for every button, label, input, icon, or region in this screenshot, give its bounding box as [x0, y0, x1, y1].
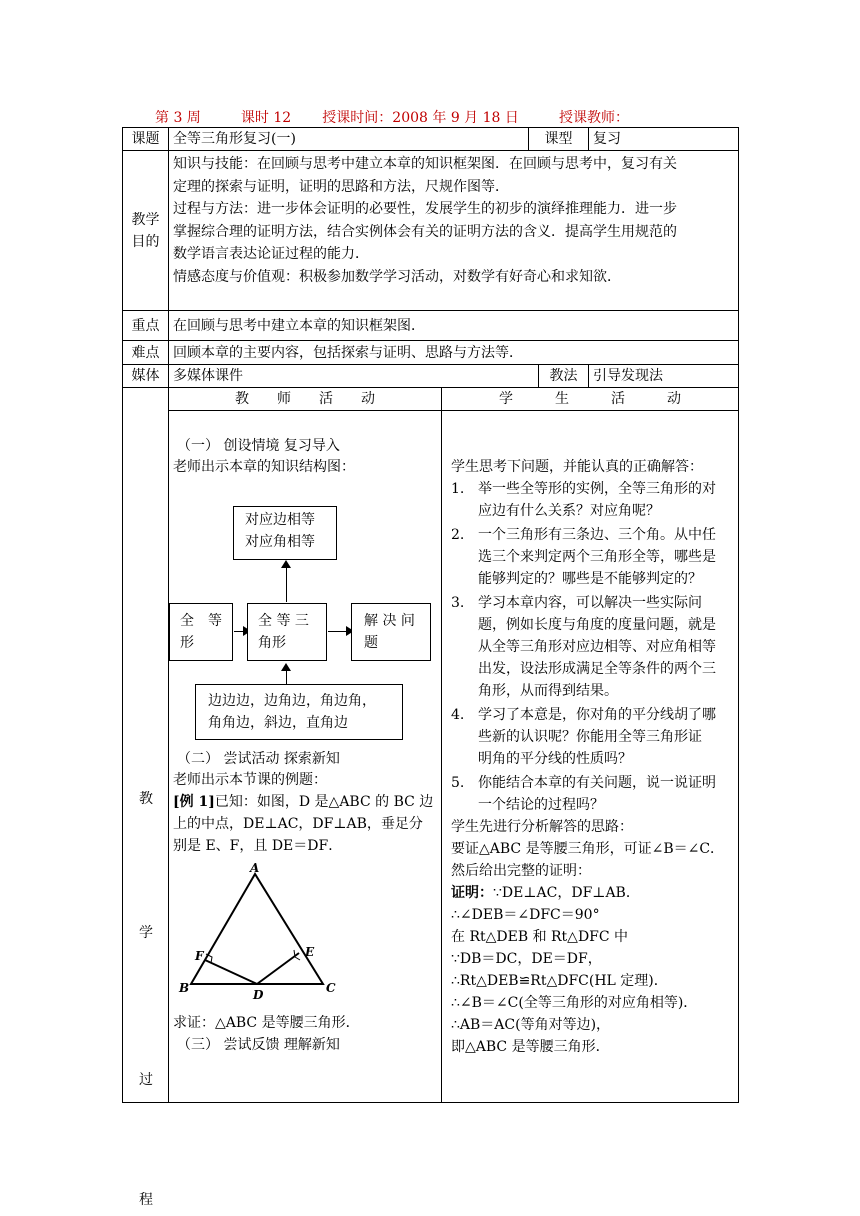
prove-statement: 求证：△ABC 是等腰三角形． [173, 1015, 360, 1031]
question-line: 举一些全等形的实例，全等三角形的对 [478, 481, 716, 497]
process-label-char: 过 [139, 1072, 153, 1088]
proof-line: 即△ABC 是等腰三角形． [451, 1039, 610, 1055]
segment-de [257, 953, 299, 984]
arrow-up-line [286, 670, 287, 684]
proof-line: 在 Rt△DEB 和 Rt△DFC 中 [451, 929, 629, 945]
difficulty-value: 回顾本章的主要内容，包括探索与证明、思路与方法等． [169, 341, 739, 365]
question-line: 学习本章内容，可以解决一些实际问 [478, 595, 702, 611]
example-text: 已知：如图，D 是△ABC 的 BC 边 [214, 794, 434, 810]
lesson-plan-table [122, 127, 739, 1208]
question-line: 出发，设法形成满足全等条件的两个三 [478, 661, 716, 677]
question-line: 一个结论的过程吗？ [478, 797, 604, 813]
heading-divider [169, 410, 738, 411]
proof-line: ∴Rt△DEB≌Rt△DFC(HL 定理)． [451, 973, 668, 989]
section-1-title: （一） 创设情境 复习导入 [177, 438, 340, 454]
diagram-box-congruent-triangles [247, 603, 327, 661]
question-number: 3. [451, 595, 465, 611]
diagram-text: 角形 [258, 635, 286, 651]
goal-line: 知识与技能：在回顾与思考中建立本章的知识框架图．在回顾与思考中，复习有关 [173, 156, 677, 172]
section-2-title: （二） 尝试活动 探索新知 [177, 751, 340, 767]
goal-line: 定理的探索与证明，证明的思路和方法，尺规作图等． [173, 178, 509, 195]
method-label: 教法 [539, 365, 589, 388]
teacher-activity-heading: 教 师 活 动 [235, 391, 375, 407]
question-line: 些新的认识呢？你能用全等三角形证 [478, 729, 702, 745]
diagram-box-correspondence [233, 506, 337, 560]
example-tag: [例 1] [173, 794, 215, 810]
difficulty-label: 难点 [123, 341, 169, 365]
analysis-line: 学生先进行分析解答的思路： [451, 819, 633, 835]
point-d-label: D [253, 988, 264, 1002]
diagram-text: 角角边，斜边，直角边 [208, 715, 348, 731]
triangle-figure [169, 862, 369, 1002]
question-line: 从全等三角形对应边相等、对应角相等 [478, 639, 716, 655]
student-intro: 学生思考下问题，并能认真的正确解答： [451, 459, 703, 475]
diagram-box-criteria [195, 684, 403, 740]
key-label: 重点 [123, 311, 169, 341]
question-line: 应边有什么关系？对应角呢？ [478, 503, 660, 519]
triangle-abc [191, 874, 323, 984]
diagram-text: 全 等 三 [258, 613, 309, 629]
question-number: 1. [451, 481, 465, 497]
process-label [123, 388, 169, 1208]
process-label-char: 程 [139, 1192, 153, 1208]
example-line-1 [173, 791, 433, 813]
proof-line: ∵DB＝DC，DE＝DF， [451, 951, 602, 967]
point-f-label: F [195, 949, 204, 963]
goal-line: 掌握综合理的证明方法，结合实例体会有关的证明方法的含义．提高学生用规范的 [173, 223, 677, 240]
diagram-text: 题 [364, 635, 378, 651]
question-line: 明角的平分线的性质吗？ [478, 751, 632, 767]
diagram-text: 对应角相等 [245, 534, 315, 550]
arrow-up-head [281, 560, 291, 568]
diagram-text: 对应边相等 [245, 512, 315, 528]
diagram-text: 边边边，边角边，角边角， [208, 693, 376, 709]
header-week: 第 3 周 [155, 110, 201, 126]
proof-line: ∴∠B＝∠C(全等三角形的对应角相等)． [451, 995, 698, 1011]
proof-text: ∵DE⊥AC，DF⊥AB． [493, 885, 640, 901]
header-period: 课时 12 [240, 110, 292, 126]
question-number: 4. [451, 707, 465, 723]
analysis-line: 要证△ABC 是等腰三角形，可证∠B＝∠C． [451, 841, 725, 857]
point-e-label: E [305, 945, 315, 959]
question-number: 2. [451, 527, 465, 543]
method-value: 引导发现法 [589, 365, 739, 388]
lesson-header [155, 107, 629, 127]
section-1-text: 老师出示本章的知识结构图： [173, 459, 355, 475]
goal-label-line1: 教学 [131, 211, 160, 228]
key-value: 在回顾与思考中建立本章的知识框架图． [169, 311, 739, 341]
question-number: 5. [451, 775, 465, 791]
process-label-char: 教 [139, 791, 153, 807]
goal-label-line2: 目的 [131, 233, 160, 250]
header-date: 授课时间：2008 年 9 月 18 日 [322, 110, 519, 126]
type-label: 课型 [529, 128, 589, 150]
goal-line: 情感态度与价值观：积极参加数学学习活动，对数学有好奇心和求知欲． [173, 268, 621, 285]
vertex-c-label: C [326, 981, 336, 995]
diagram-text: 形 [180, 635, 194, 651]
process-label-char: 学 [139, 925, 153, 941]
media-value: 多媒体课件 [169, 365, 539, 388]
example-line-3: 别是 E、F，且 DE＝DF． [173, 838, 343, 854]
column-divider [441, 388, 442, 1102]
media-label: 媒体 [123, 365, 169, 388]
arrow-up-head [281, 663, 291, 671]
question-line: 学习了本意是，你对角的平分线胡了哪 [478, 707, 716, 723]
example-line-2: 上的中点，DE⊥AC，DF⊥AB，垂足分 [173, 816, 423, 832]
topic-label: 课题 [123, 128, 169, 151]
vertex-b-label: B [179, 981, 190, 995]
goal-line: 过程与方法：进一步体会证明的必要性，发展学生的初步的演绎推理能力．进一步 [173, 201, 677, 217]
question-line: 一个三角形有三条边、三个角。从中任 [478, 527, 716, 543]
diagram-text: 全 等 [180, 613, 222, 629]
arrow-up-line [286, 562, 287, 602]
goal-text [169, 151, 739, 311]
question-line: 角形，从而得到结果。 [478, 683, 618, 699]
proof-tag: 证明： [451, 885, 493, 901]
diagram-box-solve-problems [351, 603, 431, 661]
goal-label [123, 151, 169, 311]
analysis-line: 然后给出完整的证明： [451, 863, 591, 879]
segment-df [205, 960, 257, 984]
proof-line-1 [451, 882, 640, 904]
student-activity-heading: 学 生 活 动 [499, 391, 681, 407]
process-content [169, 388, 739, 1103]
section-2-text: 老师出示本节课的例题： [173, 772, 327, 788]
type-value: 复习 [589, 128, 739, 151]
vertex-a-label: A [250, 862, 260, 875]
question-line: 你能结合本章的有关问题，说一说证明 [478, 775, 716, 791]
question-line: 题，例如长度与角度的度量问题，就是 [478, 617, 716, 633]
proof-line: ∴∠DEB＝∠DFC＝90° [451, 907, 600, 923]
diagram-text: 解 决 问 [364, 613, 415, 629]
question-line: 选三个来判定两个三角形全等，哪些是 [478, 549, 716, 565]
diagram-box-congruent-figures [169, 603, 233, 661]
proof-line: ∴AB＝AC(等角对等边)， [451, 1017, 611, 1033]
topic-value: 全等三角形复习(一) [173, 131, 296, 147]
question-line: 能够判定的？哪些是不能够判定的？ [478, 571, 702, 587]
header-teacher: 授课教师： [558, 110, 629, 126]
section-3-title: （三） 尝试反馈 理解新知 [177, 1037, 340, 1053]
goal-line: 数学语言表达论证过程的能力． [173, 246, 369, 262]
